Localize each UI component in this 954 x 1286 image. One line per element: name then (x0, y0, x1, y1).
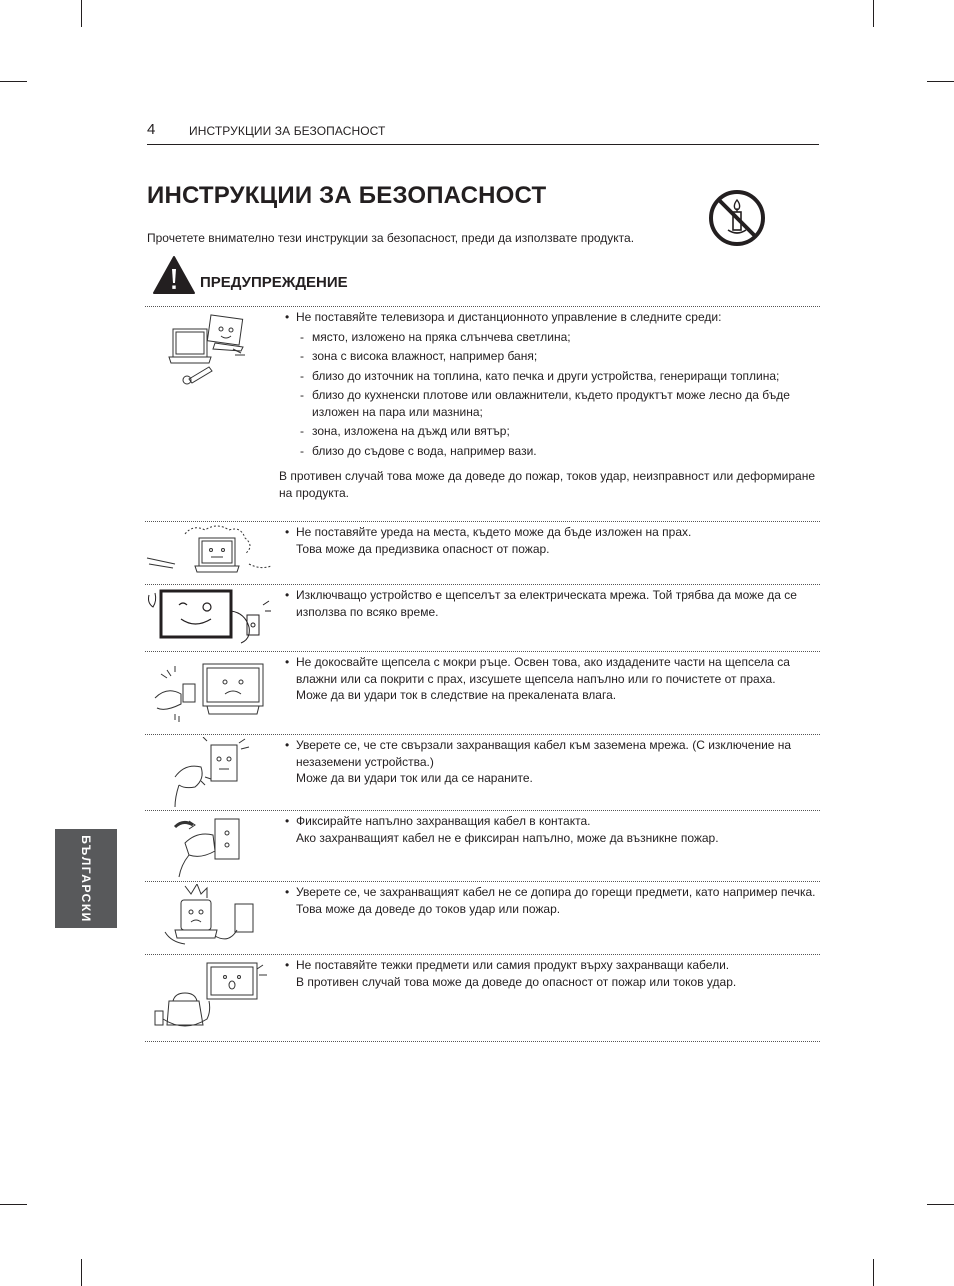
safety-rows (145, 306, 820, 1042)
page-number: 4 (147, 121, 156, 138)
page-title: ИНСТРУКЦИИ ЗА БЕЗОПАСНОСТ (147, 182, 547, 209)
warning-triangle-icon (152, 255, 196, 295)
continuation-text: Това може да доведе до токов удар или пожар. (296, 901, 561, 916)
sub-item: зона с висока влажност, например баня; (312, 349, 538, 363)
crop-mark (873, 0, 874, 27)
list-item: • Уверете се, че захранващият кабел не се допира до горещи предмети, като например печка. Това може да доведе до токов удар или пожар. (145, 882, 820, 955)
crop-mark (81, 1259, 82, 1286)
sub-item: близо до източник на топлина, като печка и други устройства, генериращи топлина; (312, 368, 780, 383)
list-item: • Фиксирайте напълно захранващия кабел в контакта. Ако захранващият кабел не е фиксиран напълно, може да възникне пожар. (145, 811, 820, 882)
bullet-text: Не поставяйте тежки предмети или самия продукт върху захранващи кабели. (296, 958, 730, 972)
row-note: В противен случай това може да доведе до пожар, токов удар, неизправност или деформиране на продукта. (279, 469, 816, 500)
grounded-outlet-illustration (145, 737, 275, 809)
tv-dust-illustration (145, 524, 275, 582)
tv-plug-illustration (145, 587, 275, 649)
language-tab-label: БЪЛГАРСКИ (79, 834, 93, 923)
wet-hands-plug-illustration (145, 654, 275, 730)
bullet-text: Не докосвайте щепсела с мокри ръце. Освен това, ако издадените части на щепсела са влажни или са покрити с прах, изсушете щепсела напълно или го почистете от праха. (296, 655, 790, 686)
bullet-text: Уверете се, че сте свързали захранващия кабел към заземена мрежа. (С изключение на незаземени устройства.) (296, 738, 792, 769)
list-item: • Не поставяйте тежки предмети или самия продукт върху захранващи кабели. В противен случай това може да доведе до опасност от пожар или токов удар. (145, 955, 820, 1042)
tv-sunlight-illustration (145, 309, 275, 389)
continuation-text: Може да ви удари ток в следствие на прекалената влага. (296, 688, 617, 702)
bullet-text: Уверете се, че захранващият кабел не се допира до горещи предмети, като например печка. (296, 885, 816, 899)
crop-mark (0, 1204, 27, 1205)
list-item: • Уверете се, че сте свързали захранващия кабел към заземена мрежа. (С изключение на незаземени устройства.) Може да ви удари ток или да се нараните. (145, 735, 820, 811)
hot-objects-cable-illustration (145, 884, 275, 952)
bullet-text: Фиксирайте напълно захранващия кабел в контакта. (296, 814, 591, 828)
sub-item: място, изложено на пряка слънчева светлина; (312, 329, 571, 344)
sub-item: близо до кухненски плотове или овлажнители, където продуктът може лесно да бъде изложен на пара или мазнина; (312, 388, 790, 419)
bullet-text: Не поставяйте телевизора и дистанционното управление в следните среди: (296, 310, 722, 324)
continuation-text: Това може да предизвика опасност от пожар. (296, 541, 550, 556)
intro-text: Прочетете внимателно тези инструкции за безопасност, преди да използвате продукта. (147, 231, 635, 245)
crop-mark (81, 0, 82, 27)
list-item: • Не докосвайте щепсела с мокри ръце. Освен това, ако издадените части на щепсела са влажни или са покрити с прах, изсушете щепсела напълно или го почистете от праха. Може да ви удари ток в следствие на прекалената влага. (145, 652, 820, 735)
sub-item: зона, изложена на дъжд или вятър; (312, 424, 510, 438)
page-header (147, 121, 819, 145)
bullet-text: Не поставяйте уреда на места, където може да бъде изложен на прах. (296, 525, 692, 539)
crop-mark (927, 81, 954, 82)
crop-mark (927, 1204, 954, 1205)
continuation-text: Може да ви удари ток или да се нараните. (296, 771, 533, 785)
language-tab (55, 829, 117, 928)
list-item: • Не поставяйте уреда на места, където може да бъде изложен на прах. Това може да предизвика опасност от пожар. (145, 522, 820, 585)
plug-insert-illustration (145, 813, 275, 879)
no-open-flame-icon (707, 188, 767, 248)
sub-item: близо до съдове с вода, например вази. (312, 443, 537, 458)
bullet-text: Изключващо устройство е щепселът за електрическата мрежа. Той трябва да може да се използва по всяко време. (296, 588, 797, 619)
continuation-text: В противен случай това може да доведе до опасност от пожар или токов удар. (296, 974, 737, 989)
running-title: ИНСТРУКЦИИ ЗА БЕЗОПАСНОСТ (189, 124, 386, 138)
heavy-object-cable-illustration (145, 957, 275, 1039)
warning-heading: ПРЕДУПРЕЖДЕНИЕ (200, 274, 348, 291)
list-item: • Не поставяйте телевизора и дистанционното управление в следните среди: - място, изложено на пряка слънчева светлина; - зона с висока влажност, например баня; - близо до източник на топлина, като печка и други устройства, генериращи топлина; - близо до кухненски плотове или овлажнители, където продуктът може лесно да бъде изложен на пара или мазнина; - зона, изложена на дъжд или вятър; - близо до съдове с вода, например вази. В противен случай това може да доведе до пожар, токов удар, неизправност или деформиране на продукта. (145, 307, 820, 522)
continuation-text: Ако захранващият кабел не е фиксиран напълно, може да възникне пожар. (296, 830, 719, 845)
list-item: • Изключващо устройство е щепселът за електрическата мрежа. Той трябва да може да се използва по всяко време. (145, 585, 820, 652)
crop-mark (873, 1259, 874, 1286)
crop-mark (0, 81, 27, 82)
